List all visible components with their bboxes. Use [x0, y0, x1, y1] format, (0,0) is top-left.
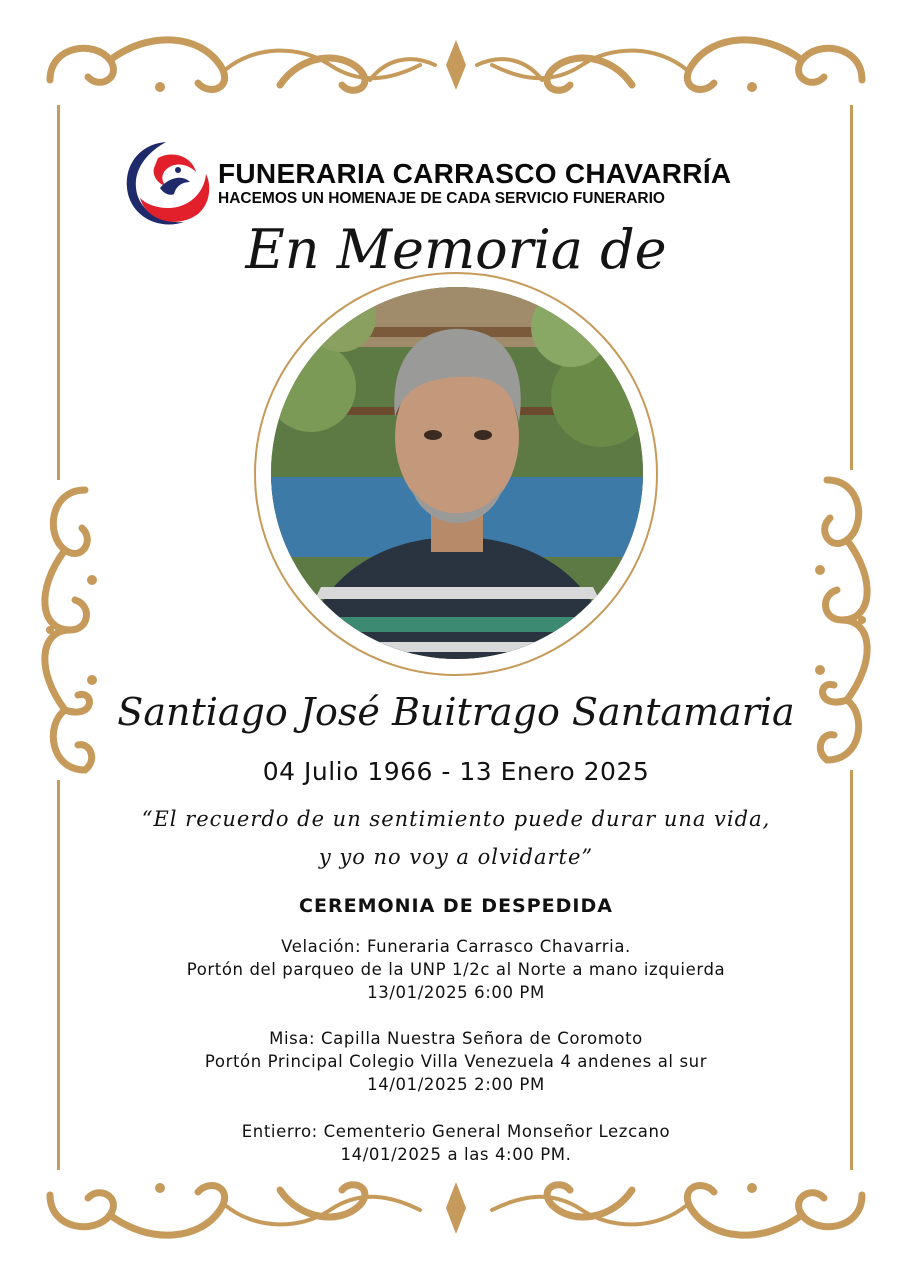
ceremony-title: CEREMONIA DE DESPEDIDA [299, 895, 613, 917]
top-ornament [40, 25, 872, 105]
event-mass-datetime: 14/01/2025 2:00 PM [367, 1075, 545, 1094]
event-wake-directions: Portón del parqueo de la UNP 1/2c al Norte a mano izquierda [186, 960, 726, 979]
left-side-ornament [30, 480, 110, 780]
deceased-portrait [271, 287, 643, 659]
event-wake-datetime: 13/01/2025 6:00 PM [367, 983, 545, 1002]
funeral-home-tagline: HACEMOS UN HOMENAJE DE CADA SERVICIO FUNERARIO [218, 190, 665, 207]
event-wake [0, 935, 912, 1004]
funeral-home-name: FUNERARIA CARRASCO CHAVARRÍA [218, 158, 732, 189]
event-burial-datetime: 14/01/2025 a las 4:00 PM. [340, 1145, 572, 1164]
in-memory-heading: En Memoria de [245, 218, 667, 281]
memorial-quote [0, 800, 912, 876]
quote-line-1: “El recuerdo de un sentimiento puede durar una vida, [141, 807, 771, 831]
event-mass [0, 1027, 912, 1096]
event-mass-directions: Portón Principal Colegio Villa Venezuela 4 andenes al sur [204, 1052, 708, 1071]
event-wake-place: Velación: Funeraria Carrasco Chavarria. [281, 937, 631, 956]
quote-line-2: y yo no voy a olvidarte” [318, 845, 594, 869]
event-burial [0, 1120, 912, 1166]
life-dates: 04 Julio 1966 - 13 Enero 2025 [262, 757, 650, 786]
funeral-home-header [118, 138, 808, 230]
funeral-home-logo-icon [120, 138, 212, 230]
bottom-ornament [40, 1170, 872, 1250]
event-burial-place: Entierro: Cementerio General Monseñor Lezcano [241, 1122, 671, 1141]
event-mass-place: Misa: Capilla Nuestra Señora de Coromoto [269, 1029, 643, 1048]
deceased-name: Santiago José Buitrago Santamaria [117, 690, 795, 734]
